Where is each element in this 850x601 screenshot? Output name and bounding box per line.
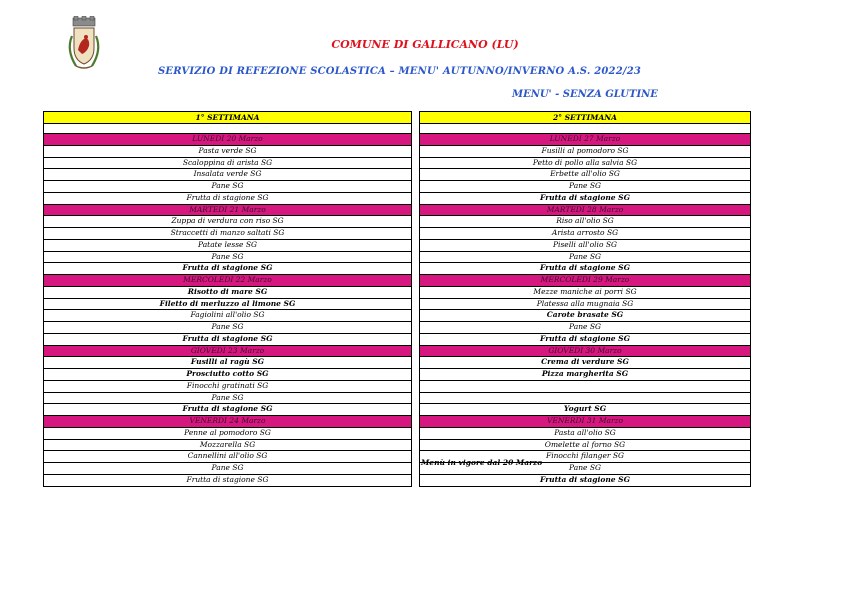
menu-item-row: Pasta all'olio SG [420,428,750,440]
day-header-row: GIOVEDI 23 Marzo [44,346,411,358]
menu-item-row: Risotto di mare SG [44,287,411,299]
menu-item-row: Fagiolini all'olio SG [44,310,411,322]
menu-item-row: Pane SG [44,252,411,264]
menu-item-row: Pasta verde SG [44,146,411,158]
day-header-row: GIOVEDI 30 Marzo [420,346,750,358]
menu-item-row: Pane SG [420,181,750,193]
day-header-row: LUNEDI 20 Marzo [44,134,411,146]
validity-note: Menù in vigore dal 20 Marzo [421,458,543,467]
day-header-row: MERCOLEDI 29 Marzo [420,275,750,287]
day-header-row: MERCOLEDI 22 Marzo [44,275,411,287]
menu-item-row: Fusilli al pomodoro SG [420,146,750,158]
menu-item-row: Mozzarella SG [44,440,411,452]
spacer-row [420,124,750,134]
menu-item-row: Petto di pollo alla salvia SG [420,158,750,170]
menu-item-row: Pane SG [44,322,411,334]
menu-item-row: Penne al pomodoro SG [44,428,411,440]
menu-item-row: Omelette al forno SG [420,440,750,452]
menu-item-row: Frutta di stagione SG [420,193,750,205]
menu-item-row: Zuppa di verdura con riso SG [44,216,411,228]
menu-item-row: Cannellini all'olio SG [44,451,411,463]
menu-item-row: Crema di verdure SG [420,357,750,369]
week-2-rows [420,134,750,486]
menu-item-row: Frutta di stagione SG [420,334,750,346]
menu-item-row: Straccetti di manzo saltati SG [44,228,411,240]
menu-item-row: Arista arrosto SG [420,228,750,240]
menu-item-row: Yogurt SG [420,404,750,416]
menu-item-row: Pane SG [420,252,750,264]
menu-item-row: Pane SG [420,322,750,334]
day-header-row: LUNEDI 27 Marzo [420,134,750,146]
menu-item-row: Pane SG [44,393,411,405]
menu-item-row: Erbette all'olio SG [420,169,750,181]
menu-item-row: Riso all'olio SG [420,216,750,228]
menu-item-row [420,381,750,393]
day-header-row: MARTEDI 28 Marzo [420,205,750,217]
menu-item-row: Patate lesse SG [44,240,411,252]
menu-item-row: Mezze maniche ai porri SG [420,287,750,299]
menu-item-row: Pane SG [420,463,750,475]
menu-subtitle: MENU' - SENZA GLUTINE [512,89,658,100]
menu-item-row: Pizza margherita SG [420,369,750,381]
week-1-rows [44,134,411,486]
menu-item-row: Frutta di stagione SG [44,404,411,416]
menu-item-row: Pane SG [44,181,411,193]
menu-item-row: Pane SG [44,463,411,475]
menu-item-row: Filetto di merluzzo al limone SG [44,299,411,311]
service-title: SERVIZIO DI REFEZIONE SCOLASTICA – MENU' AUTUNNO/INVERNO A.S. 2022/23 [158,66,642,77]
week-2-table [419,111,751,487]
menu-item-row: Frutta di stagione SG [44,334,411,346]
menu-item-row: Scaloppina di arista SG [44,158,411,170]
menu-item-row: Piselli all'olio SG [420,240,750,252]
menu-item-row: Platessa alla mugnaia SG [420,299,750,311]
menu-item-row: Carote brasate SG [420,310,750,322]
menu-item-row: Finocchi filanger SG [420,451,750,463]
menu-item-row [420,393,750,405]
day-header-row: MARTEDI 21 Marzo [44,205,411,217]
week-1-table [43,111,412,487]
menu-item-row: Frutta di stagione SG [540,474,630,484]
menu-item-row: Frutta di stagione SG [44,193,411,205]
menu-item-row: Frutta di stagione SG [44,263,411,275]
menu-item-row: Prosciutto cotto SG [44,369,411,381]
menu-item-row: Frutta di stagione SG [420,263,750,275]
menu-item-row: Fusilli al ragù SG [44,357,411,369]
municipality-title: COMUNE DI GALLICANO (LU) [331,38,519,51]
menu-item-row: Insalata verde SG [44,169,411,181]
menu-item-row: Frutta di stagione SG [186,474,269,484]
day-header-row: VENERDI 24 Marzo [44,416,411,428]
menu-item-row: Finocchi gratinati SG [44,381,411,393]
week-2-header: 2° SETTIMANA [420,112,750,124]
week-1-header: 1° SETTIMANA [44,112,411,124]
spacer-row [44,124,411,134]
day-header-row: VENERDI 31 Marzo [420,416,750,428]
